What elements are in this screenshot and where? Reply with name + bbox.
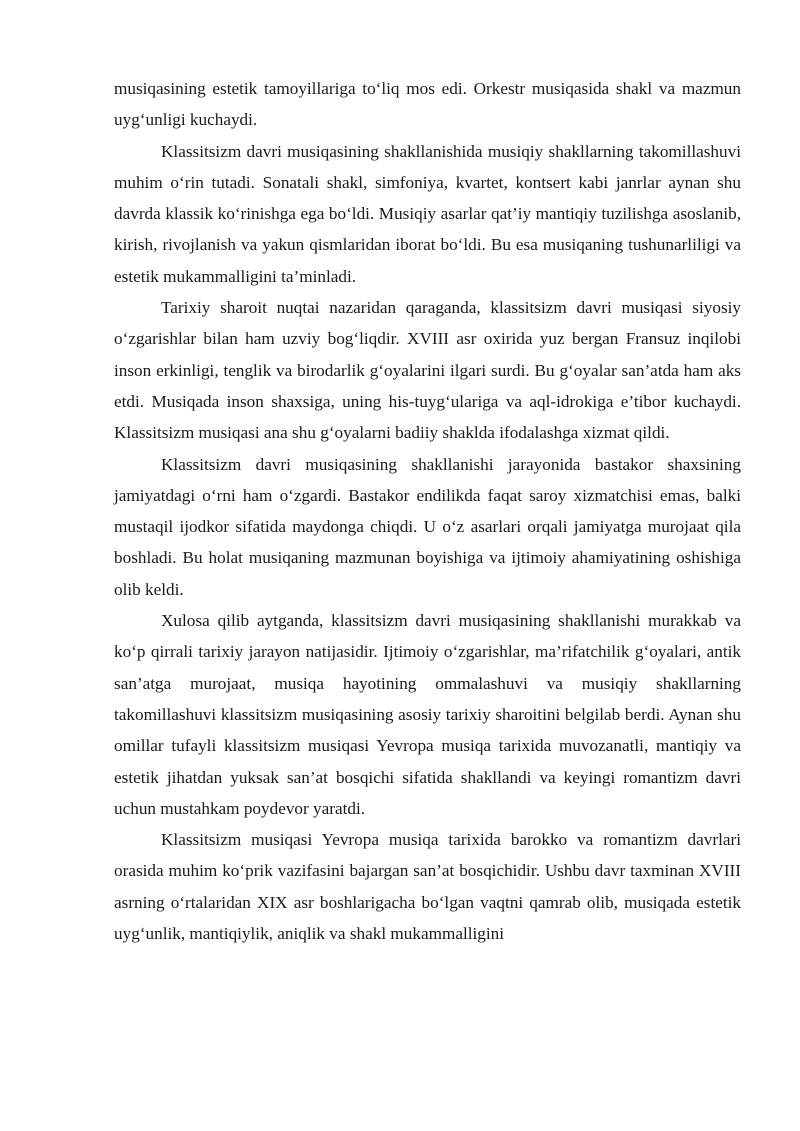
paragraph-2: Klassitsizm davri musiqasining shakllanishida musiqiy shakllarning takomillashuvi muhim o‘rin tutadi. Sonatali shakl, simfoniya, kvartet, kontsert kabi janrlar aynan shu davrda klassik ko‘rinishga ega bo‘ldi. Musiqiy asarlar qat’iy mantiqiy tuzilishga asoslanib, kirish, rivojlanish va yakun qismlaridan iborat bo‘ldi. Bu esa musiqaning tushunarliligi va estetik mukammalligini ta’minladi. [114, 141, 741, 286]
paragraph-4: Klassitsizm davri musiqasining shakllanishi jarayonida bastakor shaxsining jamiyatdagi o‘rni ham o‘zgardi. Bastakor endilikda faqat saroy xizmatchisi emas, balki mustaqil ijodkor sifatida maydonga chiqdi. U o‘z asarlari orqali jamiyatga murojaat qila boshladi. Bu holat musiqaning mazmunan boyishiga va ijtimoiy ahamiyatining oshishiga olib keldi. [114, 454, 741, 599]
document-page [114, 73, 741, 949]
paragraph-5: Xulosa qilib aytganda, klassitsizm davri musiqasining shakllanishi murakkab va ko‘p qirrali tarixiy jarayon natijasidir. Ijtimoiy o‘zgarishlar, ma’rifatchilik g‘oyalari, antik san’atga murojaat, musiqa hayotining ommalashuvi va musiqiy shakllarning takomillashuvi klassitsizm musiqasining asosiy tarixiy sharoitini belgilab berdi. Aynan shu omillar tufayli klassitsizm musiqasi Yevropa musiqa tarixida muvozanatli, mantiqiy va estetik jihatdan yuksak san’at bosqichi sifatida shakllandi va keyingi romantizm davri uchun mustahkam poydevor yaratdi. [114, 611, 741, 818]
paragraph-6: Klassitsizm musiqasi Yevropa musiqa tarixida barokko va romantizm davrlari orasida muhim ko‘prik vazifasini bajargan san’at bosqichidir. Ushbu davr taxminan XVIII asrning o‘rtalaridan XIX asr boshlarigacha bo‘lgan vaqtni qamrab olib, musiqada estetik uyg‘unlik, mantiqiylik, aniqlik va shakl mukammalligini [114, 830, 741, 944]
paragraph-1: musiqasining estetik tamoyillariga to‘liq mos edi. Orkestr musiqasida shakl va mazmun uyg‘unligi kuchaydi. [114, 79, 741, 130]
paragraph-3: Tarixiy sharoit nuqtai nazaridan qaraganda, klassitsizm davri musiqasi siyosiy o‘zgarishlar bilan ham uzviy bog‘liqdir. XVIII asr oxirida yuz bergan Fransuz inqilobi inson erkinligi, tenglik va birodarlik g‘oyalarini ilgari surdi. Bu g‘oyalar san’atda ham aks etdi. Musiqada inson shaxsiga, uning his-tuyg‘ulariga va aql-idrokiga e’tibor kuchaydi. Klassitsizm musiqasi ana shu g‘oyalarni badiiy shaklda ifodalashga xizmat qildi. [114, 298, 741, 443]
